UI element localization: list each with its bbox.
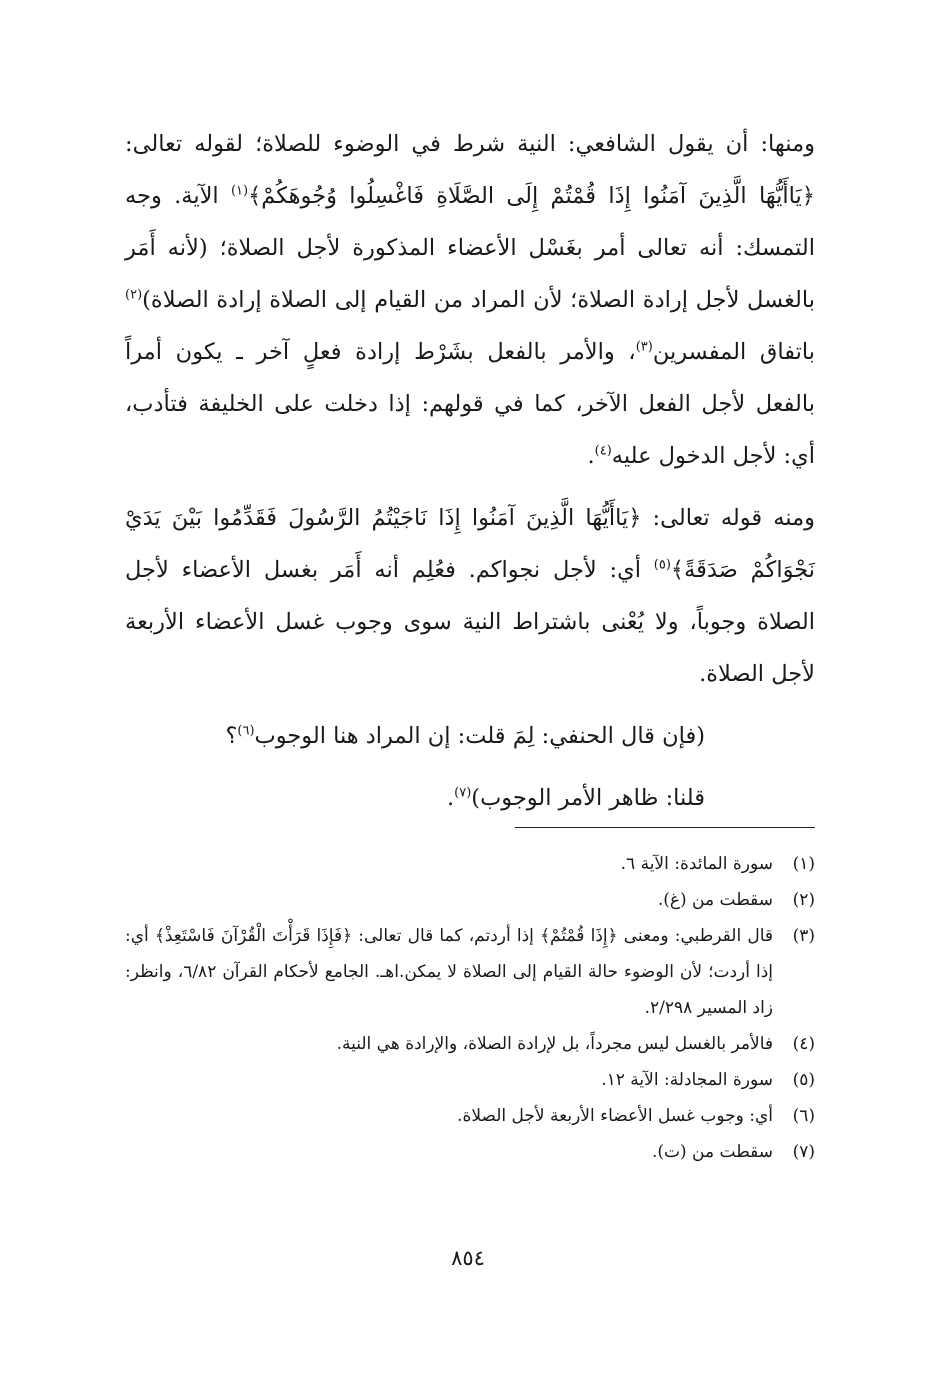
footnote-separator <box>515 827 815 828</box>
paragraph-3 <box>125 710 815 762</box>
footnote-marker: (٤) <box>594 443 612 459</box>
footnote-item <box>125 1134 815 1170</box>
footnote-number: (٢) <box>792 890 815 910</box>
footnote-marker: (٧) <box>454 785 472 801</box>
text-segment: ؟ <box>225 723 238 749</box>
footnote-text: سقطت من (غ). <box>657 890 773 910</box>
footnotes-list <box>125 846 815 1170</box>
text-segment: باتفاق المفسرين <box>652 339 815 365</box>
footnote-number: (٥) <box>792 1070 815 1090</box>
text-segment: . <box>587 443 595 469</box>
text-segment: قلنا: ظاهر الأمر الوجوب) <box>471 785 705 811</box>
footnote-number: (٣) <box>792 926 815 946</box>
footnote-item <box>125 1098 815 1134</box>
footnote-text: أي: وجوب غسل الأعضاء الأربعة لأجل الصلاة. <box>457 1106 773 1126</box>
main-text <box>125 118 815 824</box>
footnote-text: قال القرطبي: ومعنى ﴿إِذَا قُمْتُمْ﴾ إذا أردتم، كما قال تعالى: ﴿فَإِذَا قَرَأْتَ الْقُرْآنَ فَاسْتَعِذْ﴾ أي: إذا أردت؛ لأن الوضوء حالة القيام إلى الصلاة لا يمكن.اهـ. الجامع لأحكام القرآن ٦/٨٢، وانظر: زاد المسير ٢/٢٩٨. <box>125 926 774 1018</box>
footnote-item <box>125 846 815 882</box>
text-segment: أي: لأجل نجواكم. فعُلِم أنه أَمَر بغسل الأعضاء لأجل الصلاة وجوباً، ولا يُعْنى باشتراط النية سوى وجوب غسل الأعضاء الأربعة لأجل الصلاة. <box>125 557 815 687</box>
footnote-marker: (٥) <box>653 557 671 573</box>
footnote-text: فالأمر بالغسل ليس مجرداً، بل لإرادة الصلاة، والإرادة هي النية. <box>336 1034 773 1054</box>
footnote-number: (١) <box>792 854 815 874</box>
paragraph-1 <box>125 118 815 482</box>
footnote-item <box>125 882 815 918</box>
footnote-marker: (٢) <box>125 287 143 303</box>
quran-verse: ﴿يَاأَيُّهَا الَّذِينَ آمَنُوا إِذَا نَاجَيْتُمُ الرَّسُولَ فَقَدِّمُوا بَيْنَ يَدَيْ نَجْوَاكُمْ صَدَقَةً﴾ <box>125 505 815 583</box>
footnote-text: سقطت من (ت). <box>651 1142 773 1162</box>
text-segment: . <box>447 785 455 811</box>
paragraph-4 <box>125 772 815 824</box>
footnote-number: (٤) <box>792 1034 815 1054</box>
paragraph-2 <box>125 492 815 700</box>
footnote-marker: (٣) <box>635 339 653 355</box>
footnote-number: (٦) <box>792 1106 815 1126</box>
footnote-item <box>125 1062 815 1098</box>
footnote-number: (٧) <box>792 1142 815 1162</box>
quran-verse: ﴿يَاأَيُّهَا الَّذِينَ آمَنُوا إِذَا قُمْتُمْ إِلَى الصَّلَاةِ فَاغْسِلُوا وُجُوهَكُمْ﴾ <box>248 183 815 209</box>
footnote-text: سورة المجادلة: الآية ١٢. <box>601 1070 773 1090</box>
footnote-text: سورة المائدة: الآية ٦. <box>620 854 773 874</box>
footnote-item <box>125 918 815 1026</box>
footnote-marker: (٦) <box>237 723 255 739</box>
text-segment: ومنها: أن يقول الشافعي: النية شرط في الوضوء للصلاة؛ لقوله تعالى: <box>125 131 815 157</box>
text-segment: ومنه قوله تعالى: <box>641 505 815 531</box>
footnote-item <box>125 1026 815 1062</box>
text-segment: ، والأمر بالفعل بشَرْط إرادة فعلٍ آخر ـ يكون أمراً بالفعل لأجل الفعل الآخر، كما في قولهم: إذا دخلت على الخليفة فتأدب، أي: لأجل الدخول عليه <box>125 339 815 469</box>
text-segment: الآية. وجه التمسك: أنه تعالى أمر بغَسْل الأعضاء المذكورة لأجل الصلاة؛ (لأنه أَمَر بالغسل لأجل إرادة الصلاة؛ لأن المراد من القيام إلى الصلاة إرادة الصلاة) <box>125 183 815 313</box>
text-segment: (فإن قال الحنفي: لِمَ قلت: إن المراد هنا الوجوب <box>254 723 705 749</box>
page-number: ٨٥٤ <box>451 1246 485 1270</box>
footnote-marker: (١) <box>230 183 249 199</box>
